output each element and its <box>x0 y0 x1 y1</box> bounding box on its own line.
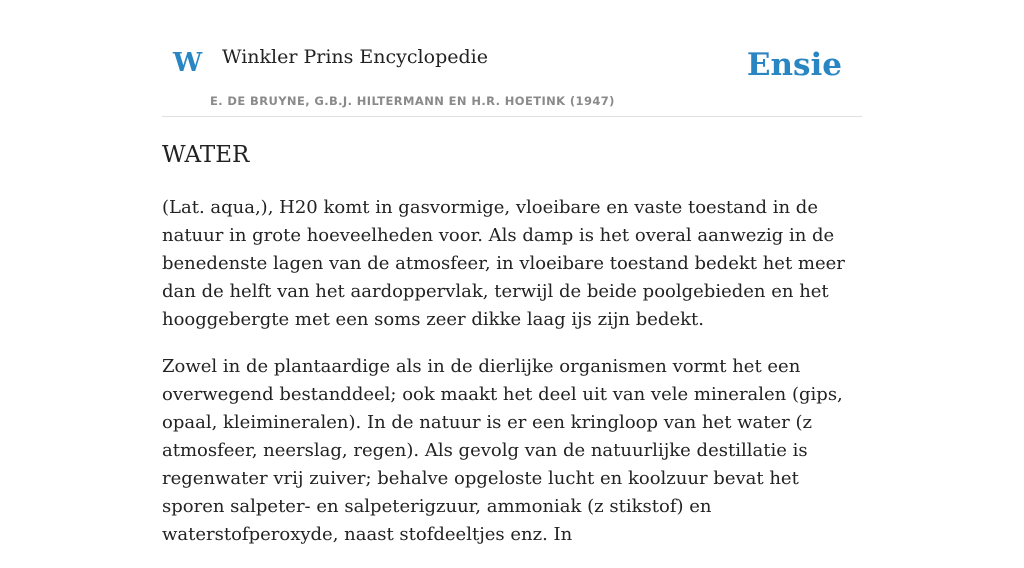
publication-authors: E. DE BRUYNE, G.B.J. HILTERMANN EN H.R. HOETINK (1947) <box>210 94 615 108</box>
article-title: WATER <box>162 142 250 168</box>
header <box>162 0 862 117</box>
article-paragraph: (Lat. aqua,), H20 komt in gasvormige, vloeibare en vaste toestand in de natuur in grote hoeveelheden voor. Als damp is het overal aanwezig in de benedenste lagen van de atmosfeer, in vloeibare toestand bedekt het meer dan de helft van het aardoppervlak, terwijl de beide poolgebieden en het hooggebergte met een soms zeer dikke laag ijs zijn bedekt. <box>162 197 845 330</box>
publication-logo[interactable]: W <box>173 48 203 78</box>
brand-logo[interactable]: Ensie <box>746 47 842 83</box>
article-paragraph: Zowel in de plantaardige als in de dierlijke organismen vormt het een overwegend bestanddeel; ook maakt het deel uit van vele mineralen (gips, opaal, kleimineralen). In de natuur is er een kringloop van het water (z atmosfeer, neerslag, regen). Als gevolg van de natuurlijke destillatie is regenwater vrij zuiver; behalve opgeloste lucht en koolzuur bevat het sporen salpeter- en salpeterigzuur, ammoniak (z stikstof) en waterstofperoxyde, naast stofdeeltjes enz. In <box>162 356 843 545</box>
article <box>162 138 862 568</box>
publication-title[interactable]: Winkler Prins Encyclopedie <box>222 46 488 68</box>
